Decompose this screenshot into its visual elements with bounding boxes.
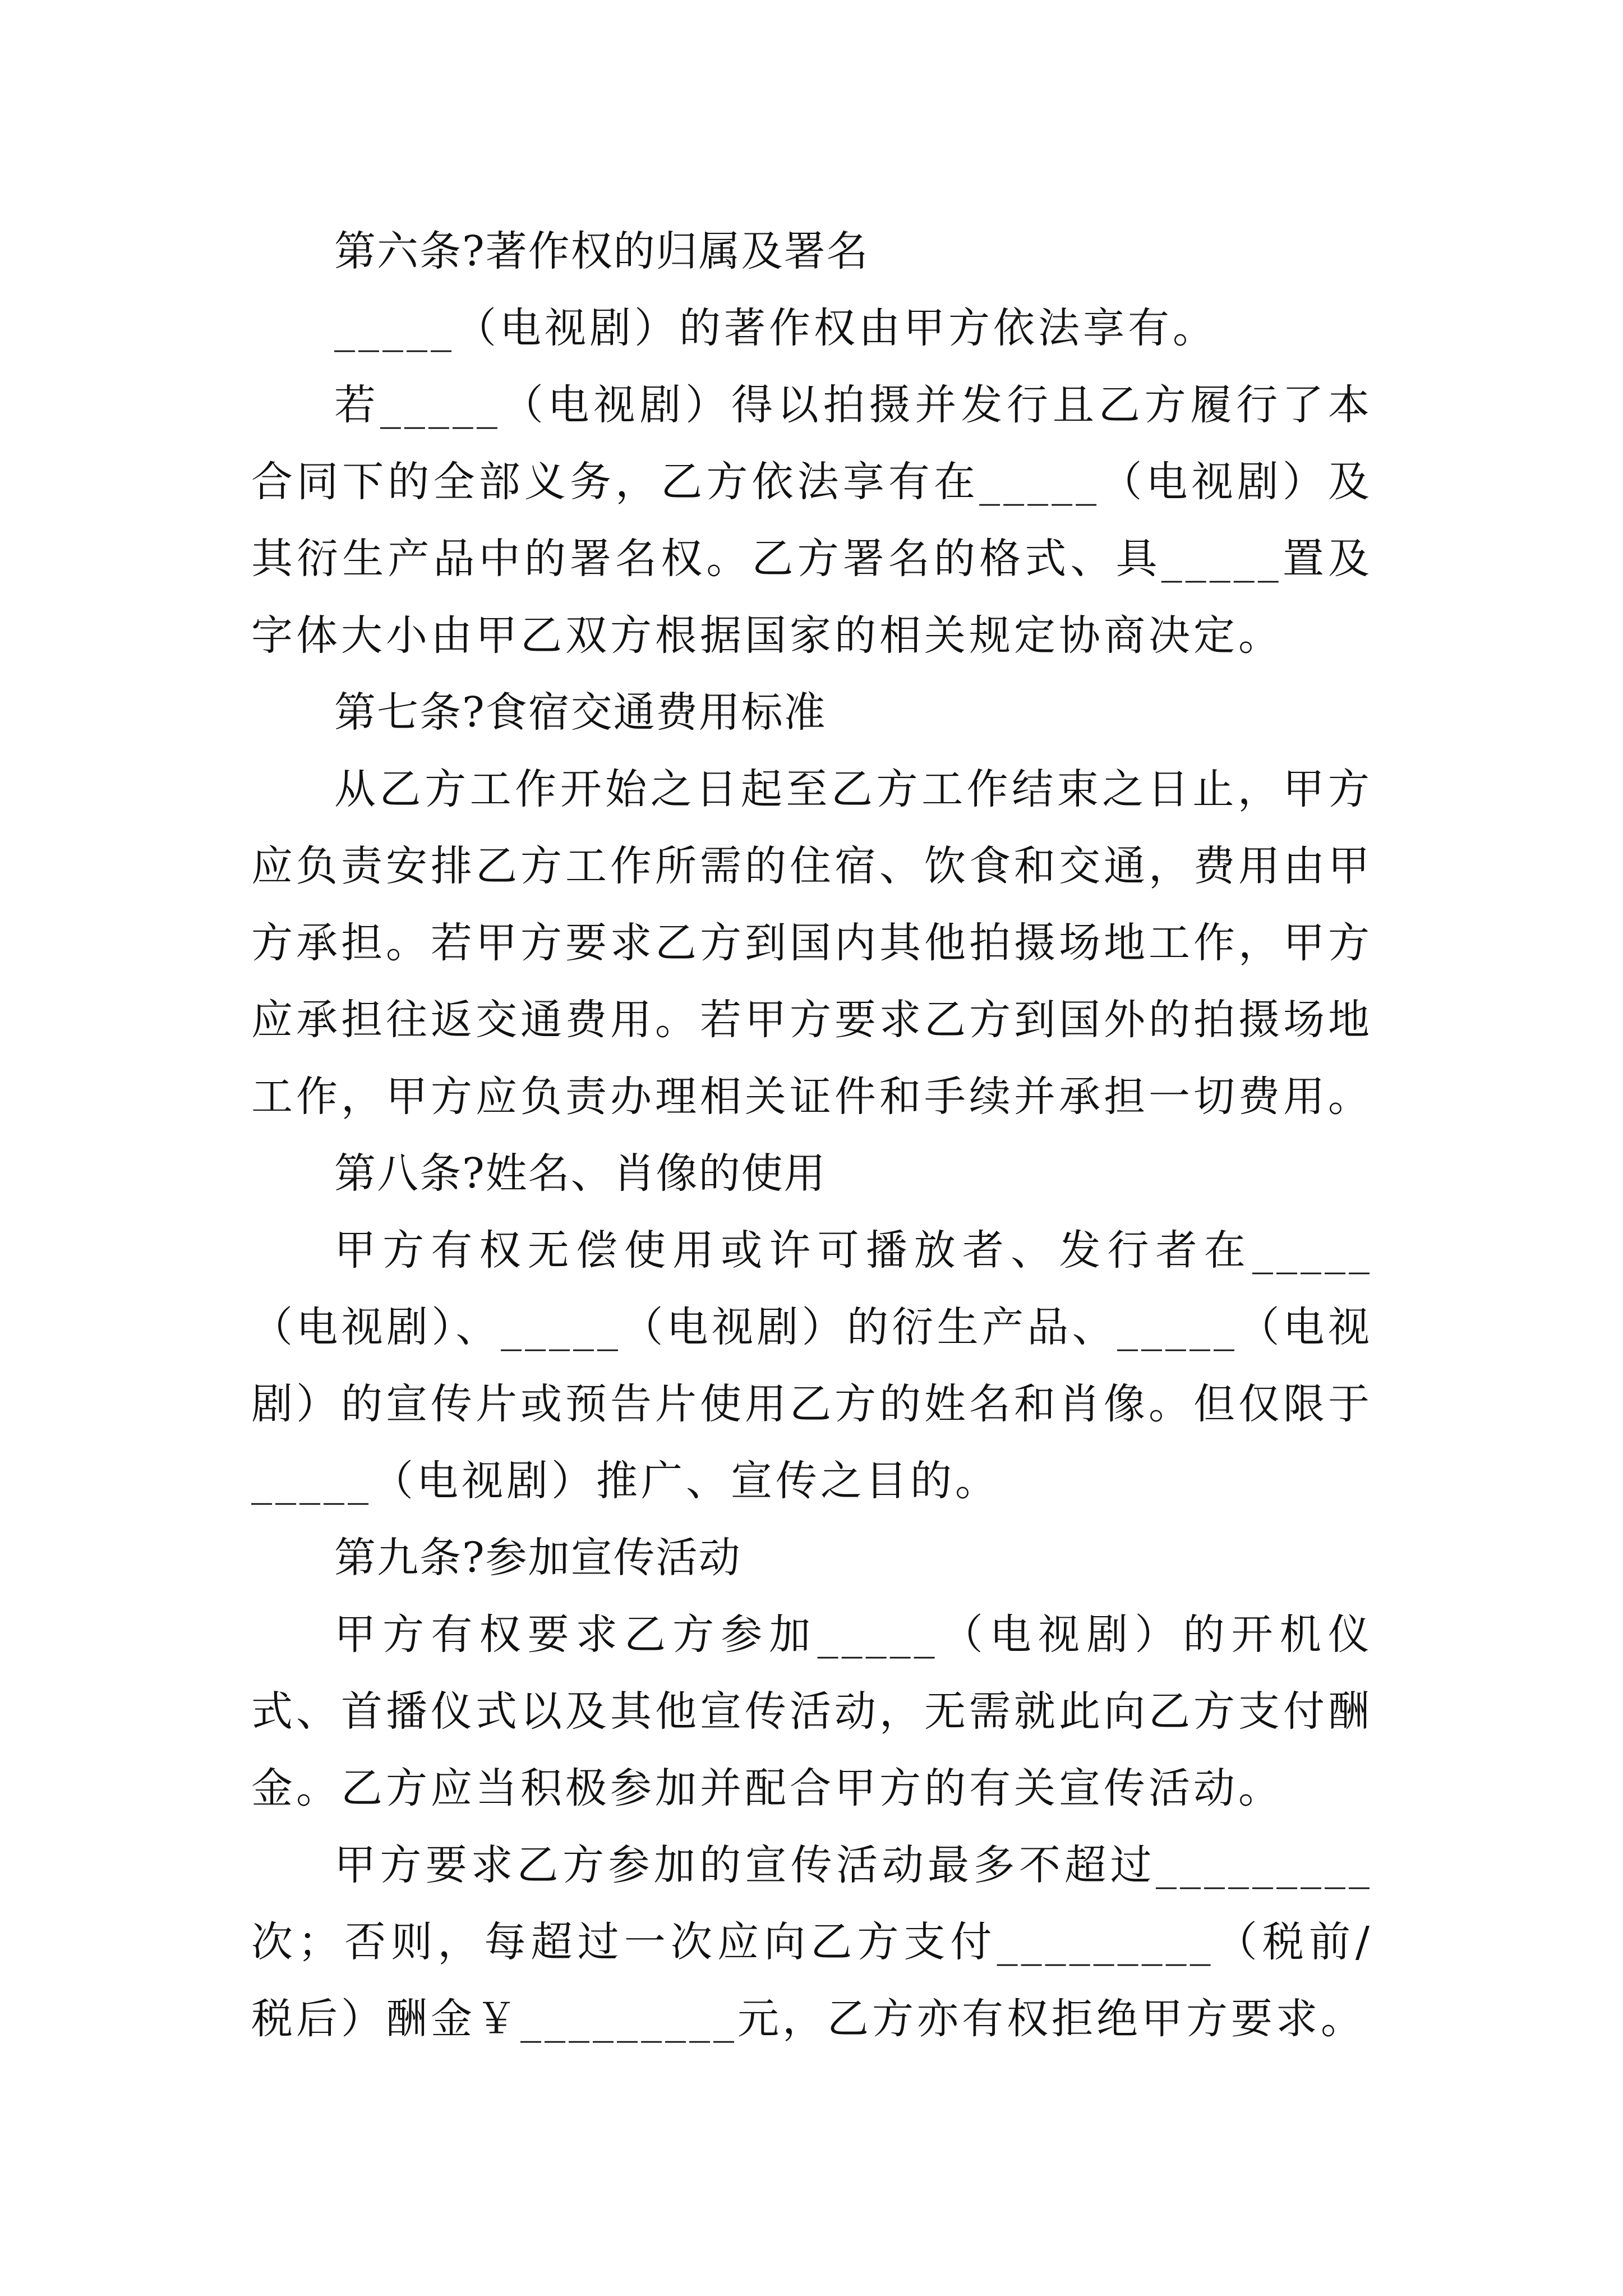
document-body xyxy=(251,213,1373,2058)
article-8-paragraph-1: 甲方有权无偿使用或许可播放者、发行者在_____（电视剧）、_____（电视剧）的衍生产品、_____（电视剧）的宣传片或预告片使用乙方的姓名和肖像。但仅限于_____（电视剧）推广、宣传之目的。 xyxy=(251,1226,1373,1505)
article-6-paragraph-2: 若_____（电视剧）得以拍摄并发行且乙方履行了本合同下的全部义务，乙方依法享有在_____（电视剧）及其衍生产品中的署名权。乙方署名的格式、具_____置及字体大小由甲乙双方根据国家的相关规定协商决定。 xyxy=(251,381,1373,660)
article-9-heading: 第九条?参加宣传活动 xyxy=(334,1534,741,1582)
article-6-heading: 第六条?著作权的归属及署名 xyxy=(334,227,869,275)
article-6-paragraph-1: _____（电视剧）的著作权由甲方依法享有。 xyxy=(334,304,1218,352)
article-9-paragraph-2: 甲方要求乙方参加的宣传活动最多不超过_________次；否则，每超过一次应向乙方支付_________（税前/税后）酬金￥_________元，乙方亦有权拒绝甲方要求。 xyxy=(251,1841,1373,2043)
article-9-paragraph-1: 甲方有权要求乙方参加_____（电视剧）的开机仪式、首播仪式以及其他宣传活动，无需就此向乙方支付酬金。乙方应当积极参加并配合甲方的有关宣传活动。 xyxy=(251,1611,1373,1812)
article-7-paragraph-1: 从乙方工作开始之日起至乙方工作结束之日止，甲方应负责安排乙方工作所需的住宿、饮食和交通，费用由甲方承担。若甲方要求乙方到国内其他拍摄场地工作，甲方应承担往返交通费用。若甲方要求乙方到国外的拍摄场地工作，甲方应负责办理相关证件和手续并承担一切费用。 xyxy=(251,765,1373,1121)
article-7-heading: 第七条?食宿交通费用标准 xyxy=(334,688,827,737)
article-8-heading: 第八条?姓名、肖像的使用 xyxy=(334,1149,827,1198)
